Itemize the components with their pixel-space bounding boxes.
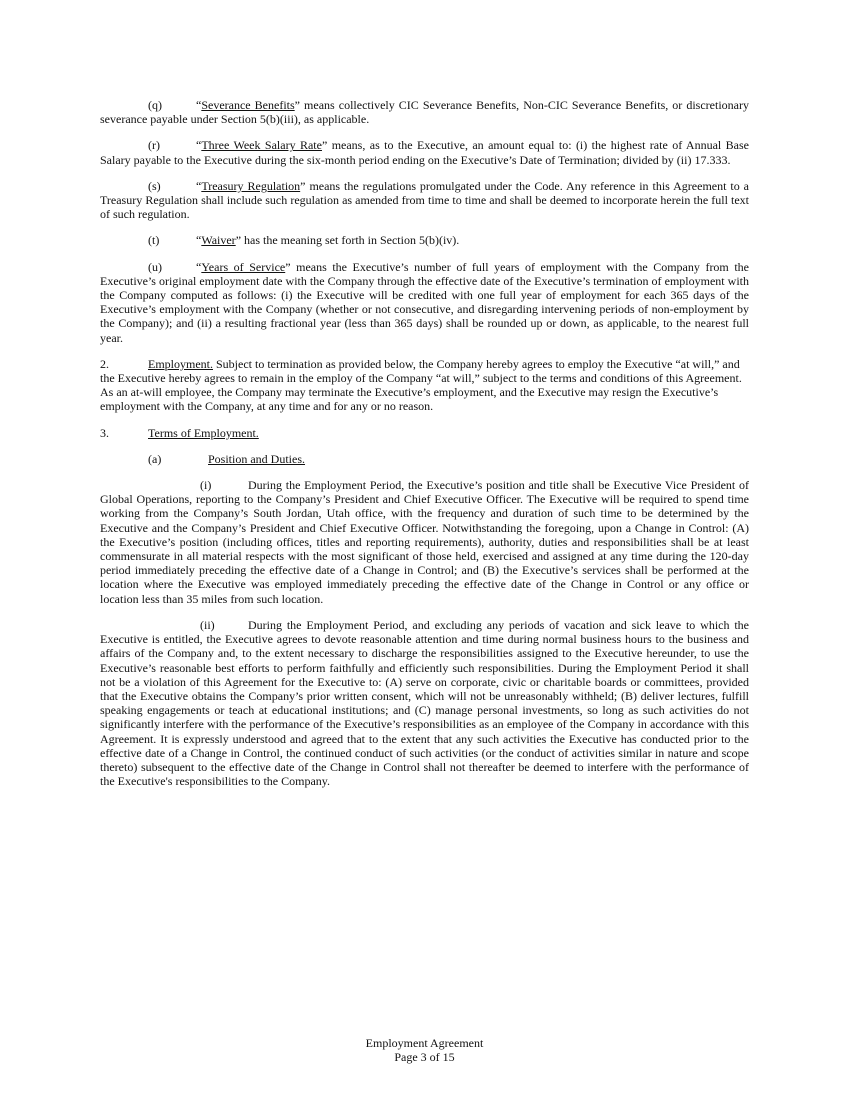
clause-title: Position and Duties. [208,451,306,466]
section-title: Terms of Employment. [148,425,259,440]
clause-label: (i) [200,478,212,493]
definition-text: ” means the Executive’s number of full years of employment with the Company from the Executive’s original employment date with the Company through the effective date of the Executive’s termination of employment with the Company computed as follows: (i) the Executive will be credited with one full year of employment for each 365 days of the Executive’s employment with the Company (whether or not consecutive, and disregarding intervening periods of non-employment by the Company); and (ii) a resulting fractional year (less than 365 days) shall be rounded up or down, as applicable, to the nearest full year. [100,259,749,345]
definition-r: (r) “Three Week Salary Rate” means, as to the Executive, an amount equal to: (i) the highest rate of Annual Base Salary payable to the Executive during the six-month period ending on the Executive’s Date of Termination; divided by (ii) 17.333. [100,138,749,167]
page-number: Page 3 of 15 [394,1050,455,1064]
defined-term: Severance Benefits [201,98,295,112]
section-number: 3. [100,425,109,440]
definition-s: (s) “Treasury Regulation” means the regulations promulgated under the Code. Any reference in this Agreement to a Treasury Regulation shall include such regulation as amended from time to time and shall be deemed to incorporate herein the full text of such regulation. [100,178,749,222]
definition-text: ” means, as to the Executive, an amount equal to: (i) the highest rate of Annual Base Salary payable to the Executive during the six-month period ending on the Executive’s Date of Termination; divided by (ii) 17.333. [100,138,749,167]
clause-text: During the Employment Period, the Executive’s position and title shall be Executive Vice President of Global Operations, reporting to the Company’s President and Chief Executive Officer. The Executive will be required to spend time working from the Company’s South Jordan, Utah office, with the frequency and duration of such time to be determined by the Executive and the Company’s President and Chief Executive Officer. Notwithstanding the foregoing, upon a Change in Control: (A) the Executive’s position (including offices, titles and reporting requirements), authority, duties and responsibilities shall be at least commensurate in all material respects with the most significant of those held, exercised and assigned at any time during the 120-day period immediately preceding the effective date of a Change in Control; and (B) the Executive’s services shall be performed at the location where the Executive was employed immediately preceding the effective date of the Change in Control or any office or location less than 35 miles from such location. [100,478,749,606]
defined-term: Waiver [201,233,236,248]
defined-term: Three Week Salary Rate [201,138,322,153]
clause-label: (t) [148,233,160,248]
clause-label: (ii) [200,617,215,632]
footer-title: Employment Agreement [365,1036,484,1050]
clause-label: (a) [148,451,162,466]
clause-label: (r) [148,138,160,153]
section-text: Subject to termination as provided below, the Company hereby agrees to employ the Executive “at will,” and the Executive hereby agrees to remain in the employ of the Company “at will,” subject to the terms and conditions of this Agreement. As an at-will employee, the Company may terminate the Executive’s employment, and the Executive may resign the Executive’s employment with the Company, at any time and for any or no reason. [100,356,742,414]
clause-label: (u) [148,259,162,274]
document-page [100,98,749,800]
section-3a-heading [148,452,749,466]
section-number: 2. [100,356,109,371]
section-3-heading [100,426,749,440]
section-3a-ii [100,618,749,788]
section-3a-i [100,478,749,606]
definition-t: (t) “Waiver” has the meaning set forth in Section 5(b)(iv). [148,233,460,248]
definition-u: (u) “Years of Service” means the Executive’s number of full years of employment with the Company from the Executive’s original employment date with the Company through the effective date of the Executive’s termination of employment with the Company computed as follows: (i) the Executive will be credited with one full year of employment for each 365 days of the Executive’s employment with the Company (whether or not consecutive, and disregarding intervening periods of non-employment by the Company); and (ii) a resulting fractional year (less than 365 days) shall be rounded up or down, as applicable, to the nearest full year. [100,259,749,345]
defined-term: Treasury Regulation [201,178,301,193]
section-2 [100,357,749,414]
clause-text: During the Employment Period, and excluding any periods of vacation and sick leave to which the Executive is entitled, the Executive agrees to devote reasonable attention and time during normal business hours to the business and affairs of the Company and, to the extent necessary to discharge the responsibilities assigned to the Executive hereunder, to use the Executive’s reasonable best efforts to perform faithfully and efficiently such responsibilities. During the Employment Period it shall not be a violation of this Agreement for the Executive to: (A) serve on corporate, civic or charitable boards or committees, provided that the Executive obtains the Company’s prior written consent, which will not be unreasonably withheld; (B) deliver lectures, fulfill speaking engagements or teach at educational institutions; and (C) manage personal investments, so long as such activities do not significantly interfere with the performance of the Executive’s responsibilities as an employee of the Company in accordance with this Agreement. It is expressly understood and agreed that to the extent that any such activities the Executive has conducted prior to the effective date of a Change in Control, the continued conduct of such activities (or the conduct of activities similar in nature and scope thereto) subsequent to the effective date of the Change in Control shall not thereafter be deemed to interfere with the performance of the Executive's responsibilities to the Company. [100,617,749,789]
definition-text: ” has the meaning set forth in Section 5(b)(iv). [235,233,460,248]
clause-label: (q) [148,98,162,112]
page-footer [0,1036,849,1064]
definition-text: ” means the regulations promulgated under the Code. Any reference in this Agreement to a Treasury Regulation shall include such regulation as amended from time to time and shall be deemed to incorporate herein the full text of such regulation. [100,178,749,222]
definition-text: ” means collectively CIC Severance Benefits, Non-CIC Severance Benefits, or discretionary severance payable under Section 5(b)(iii), as applicable. [100,98,749,127]
clause-label: (s) [148,178,161,193]
section-title: Employment. [148,356,213,371]
definition-q: (q) “Severance Benefits” means collectively CIC Severance Benefits, Non-CIC Severance Benefits, or discretionary severance payable under Section 5(b)(iii), as applicable. [100,98,749,127]
defined-term: Years of Service [201,259,286,274]
